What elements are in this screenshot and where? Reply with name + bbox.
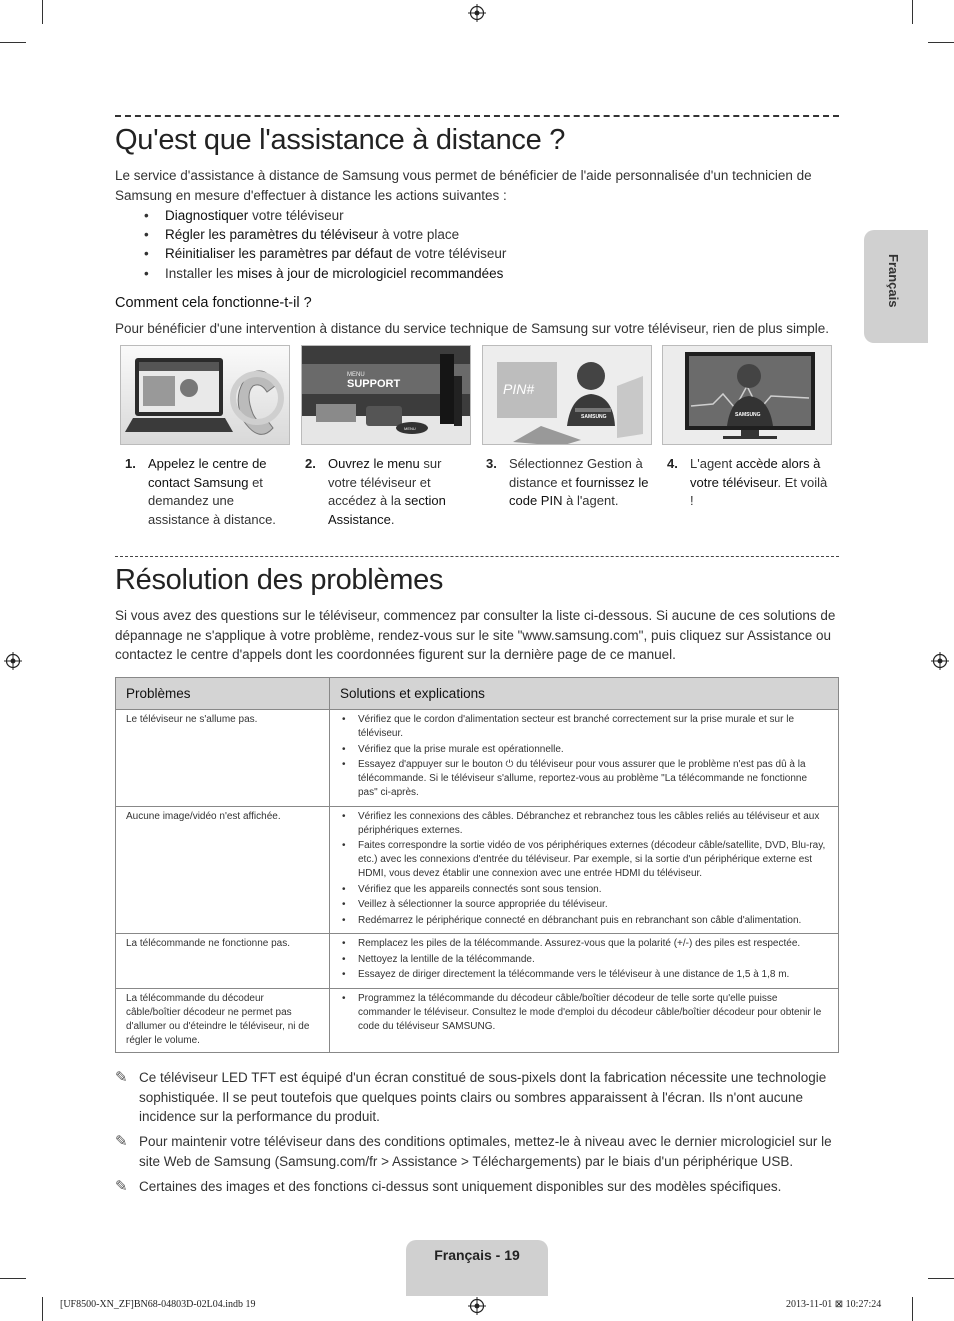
solution-item: • Essayez d'appuyer sur le bouton ⏻ du téléviseur pour vous assurer que le problème n'est pas dû à la télécommande. Si le téléviseur s'allume, reportez-vous au problème "La télécommande ne fonctionne pas" ci-après. [340,758,828,800]
solution-item: • Vérifiez les connexions des câbles. Débranchez et rebranchez tous les câbles reliés au téléviseur et aux périphériques externes. [340,810,828,838]
solution-item: • Faites correspondre la sortie vidéo de vos périphériques externes (décodeur câble/satellite, DVD, Blu-ray, etc.) avec les connexions d'entrée du téléviseur. Par exemple, si la sortie d'un périphérique externe est HDMI, vous devez établir une connexion avec une entrée HDMI du téléviseur. [340,839,828,881]
how-it-works-heading: Comment cela fonctionne-t-il ? [115,295,312,311]
crop-mark [912,1297,913,1321]
assistance-actions-list [140,206,506,283]
table-row [116,934,839,989]
step-number: 3. [486,456,497,471]
problem-cell: Le téléviseur ne s'allume pas. [116,710,330,807]
step-4: 4. L'agent accède alors à votre téléviseur. Et voilà ! [667,456,828,508]
registration-mark-icon [468,4,486,22]
solution-item: • Nettoyez la lentille de la télécommande. [340,953,828,967]
illustration-call-contact-center [120,345,290,445]
page-number: Français - 19 [434,1247,520,1263]
problem-cell: La télécommande du décodeur câble/boîtier décodeur ne permet pas d'allumer ou d'éteindre le téléviseur, ni de régler le volume. [116,988,330,1052]
solution-item: • Vérifiez que la prise murale est opérationnelle. [340,743,828,757]
troubleshooting-table [115,677,839,1053]
list-item: • Réinitialiser les paramètres par défaut de votre téléviseur [140,244,506,263]
list-item: • Installer les mises à jour de micrologiciel recommandées [140,264,506,283]
solution-item: • Essayez de diriger directement la télécommande vers le téléviseur à une distance de 1,5 à 1,8 m. [340,968,828,982]
pencil-note-icon: ✎ [115,1069,128,1086]
note-firmware-update: ✎ Pour maintenir votre téléviseur dans des conditions optimales, mettez-le à niveau avec le dernier micrologiciel sur le site Web de Samsung (Samsung.com/fr > Assistance > Téléchargements) par le biais d'un périphérique USB. [115,1133,832,1169]
section-title-troubleshooting: Résolution des problèmes [115,564,444,596]
crop-mark [928,42,954,43]
crop-mark [928,1278,954,1279]
language-side-tab-label: Français [886,254,901,308]
table-row [116,806,839,934]
print-timestamp: 2013-11-01 ⊠ 10:27:24 [786,1299,882,1310]
pin-label: PIN# [503,381,535,397]
laptop-phone-illustration [121,346,290,445]
registration-mark-icon [931,652,949,670]
note-model-specific: ✎ Certaines des images et des fonctions ci-dessus sont uniquement disponibles sur des modèles spécifiques. [115,1178,782,1195]
solutions-cell [330,934,839,989]
remote-assistance-intro: Le service d'assistance à distance de Samsung vous permet de bénéficier de l'aide personnalisée d'un technicien de Samsung en mesure d'effectuer à distance les actions suivantes : [115,168,812,203]
troubleshooting-intro: Si vous avez des questions sur le téléviseur, commencez par consulter la liste ci-dessous. Si aucune de ces solutions de dépannage ne s'applique à votre problème, rendez-vous sur le site "www.samsung.com", puis cliquez sur Assistance ou contactez le centre d'appels dont les coordonnées figurent sur la dernière page de ce manuel. [115,608,836,662]
illustration-agent-access [662,345,832,445]
step-number: 1. [125,456,136,471]
registration-mark-icon [4,652,22,670]
section-title-remote-assistance: Qu'est que l'assistance à distance ? [115,124,566,156]
step-2: 2. Ouvrez le menu sur votre téléviseur et accédez à la section Assistance. [305,456,446,527]
solutions-cell [330,710,839,807]
tv-menu-illustration [302,346,471,445]
solution-item: • Redémarrez le périphérique connecté en débranchant puis en rebranchant son câble d'alimentation. [340,914,828,928]
step-3: 3. Sélectionnez Gestion à distance et fournissez le code PIN à l'agent. [486,456,649,508]
brand-label: SAMSUNG [581,414,607,420]
solution-item: • Vérifiez que les appareils connectés sont sous tension. [340,883,828,897]
table-row [116,710,839,807]
illustration-open-menu [301,345,471,445]
step-number: 2. [305,456,316,471]
problem-cell: Aucune image/vidéo n'est affichée. [116,806,330,934]
step-1: 1. Appelez le centre de contact Samsung et demandez une assistance à distance. [125,456,276,527]
brand-label: SAMSUNG [735,412,761,418]
solutions-cell [330,806,839,934]
solutions-cell [330,988,839,1052]
crop-mark [42,1297,43,1321]
solution-item: • Veillez à sélectionner la source appropriée du téléviseur. [340,898,828,912]
solution-item: • Vérifiez que le cordon d'alimentation secteur est branché correctement sur la prise murale et sur le téléviseur. [340,713,828,741]
solution-item: • Programmez la télécommande du décodeur câble/boîtier décodeur de telle sorte qu'elle puisse commander le téléviseur. Consultez le mode d'emploi du décodeur câble/boîtier décodeur pour obtenir le code du téléviseur SAMSUNG. [340,992,828,1034]
solution-item: • Remplacez les piles de la télécommande. Assurez-vous que la polarité (+/-) des piles est respectée. [340,937,828,951]
menu-label: MENU [347,372,365,378]
support-label: SUPPORT [347,378,401,390]
crop-mark [42,0,43,24]
pencil-note-icon: ✎ [115,1178,128,1195]
illustration-provide-pin [482,345,652,445]
column-header-solutions: Solutions et explications [330,678,839,710]
crop-mark [0,42,26,43]
crop-mark [0,1278,26,1279]
print-file-info: [UF8500-XN_ZF]BN68-04803D-02L04.indb 19 [60,1299,256,1310]
crop-mark [912,0,913,24]
tv-agent-illustration [663,346,832,445]
section-divider [115,115,839,117]
table-row [116,988,839,1052]
registration-mark-icon [468,1297,486,1315]
section-divider [115,556,839,557]
how-it-works-intro: Pour bénéficier d'une intervention à distance du service technique de Samsung sur votre téléviseur, rien de plus simple. [115,321,829,336]
list-item: • Régler les paramètres du téléviseur à votre place [140,225,506,244]
note-led-pixels: ✎ Ce téléviseur LED TFT est équipé d'un écran constitué de sous-pixels dont la fabrication nécessite une technologie sophistiquée. Il se peut toutefois que quelques points clairs ou sombres apparaissent à l'écran. Ils n'ont aucune incidence sur la performance du produit. [115,1069,827,1124]
pin-agent-illustration [483,346,652,445]
pencil-note-icon: ✎ [115,1133,128,1150]
remote-menu-key-label: MENU [404,426,416,431]
list-item: • Diagnostiquer votre téléviseur [140,206,506,225]
problem-cell: La télécommande ne fonctionne pas. [116,934,330,989]
step-number: 4. [667,456,678,471]
column-header-problems: Problèmes [116,678,330,710]
